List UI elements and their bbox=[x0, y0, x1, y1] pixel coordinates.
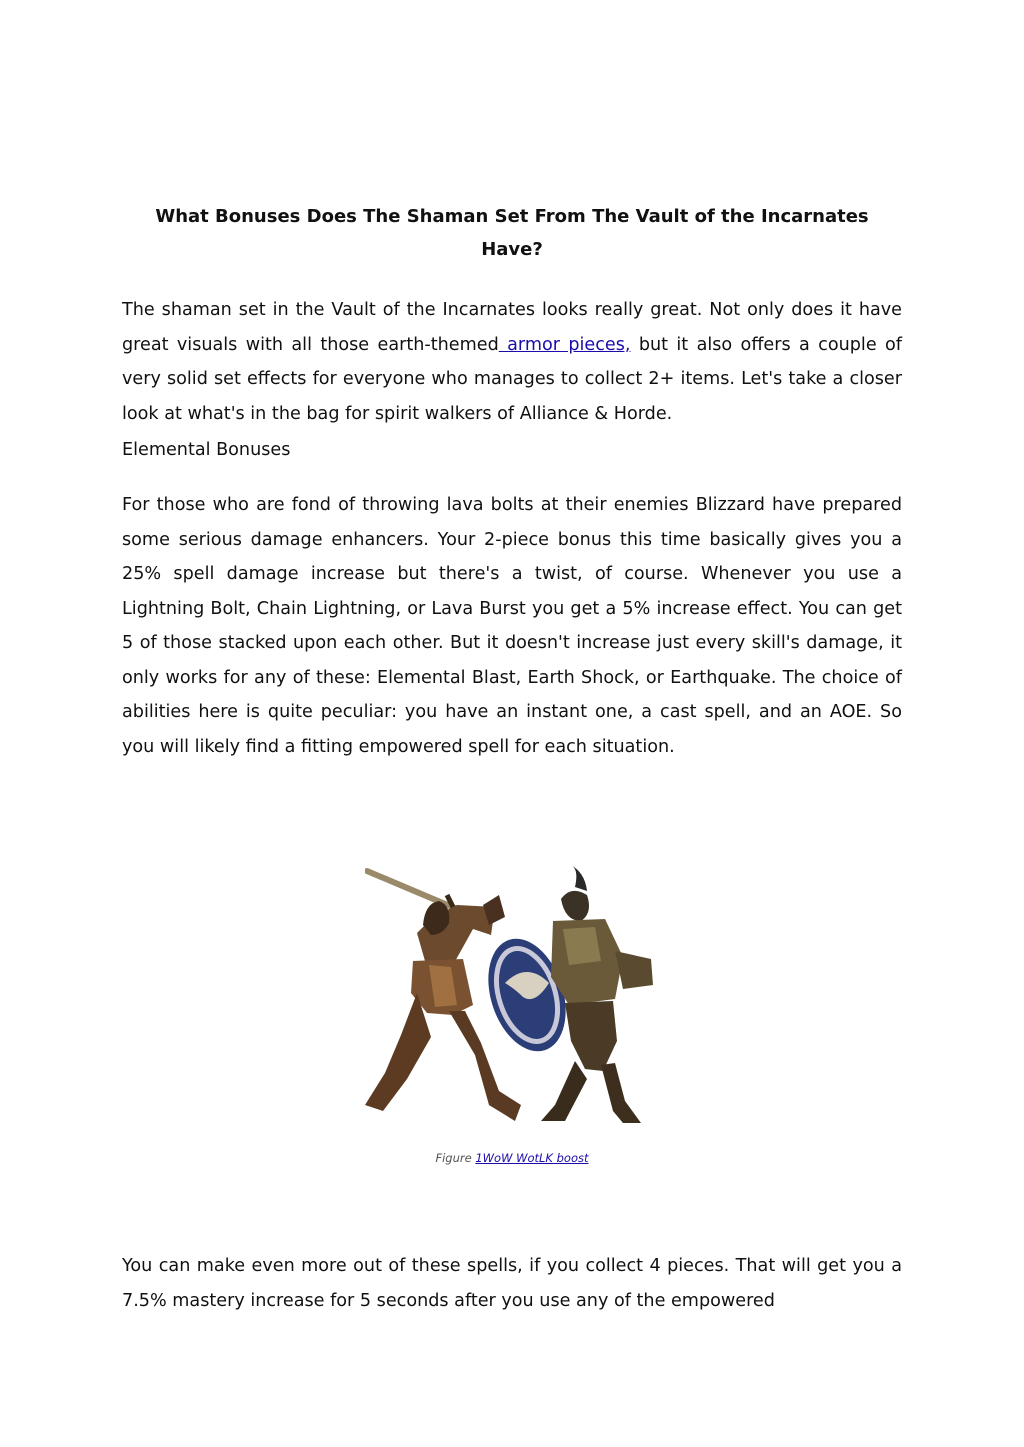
caption-prefix: Figure bbox=[435, 1151, 476, 1165]
armor-pieces-link[interactable]: armor pieces, bbox=[498, 334, 631, 355]
armored-warriors-image bbox=[365, 865, 657, 1123]
caption-link[interactable]: 1WoW WotLK boost bbox=[475, 1151, 589, 1165]
four-piece-paragraph: You can make even more out of these spells, if you collect 4 pieces. That will get you a 7.5% mastery increase for 5 seconds after you use any of the empowered bbox=[122, 1256, 902, 1311]
article-title: What Bonuses Does The Shaman Set From The Vault of the Incarnates Have? bbox=[155, 206, 869, 260]
intro-text-start: The shaman set in the Vault of the Incarnates looks really great. Not only does it have great visuals with all those earth-themed bbox=[122, 300, 902, 355]
warriors-illustration bbox=[365, 865, 657, 1123]
elemental-bonus-paragraph: For those who are fond of throwing lava bolts at their enemies Blizzard have prepared some serious damage enhancers. Your 2-piece bonus this time basically gives you a 25% spell damage increase but there's a twist, of course. Whenever you use a Lightning Bolt, Chain Lightning, or Lava Burst you get a 5% increase effect. You can get 5 of those stacked upon each other. But it doesn't increase just every skill's damage, it only works for any of these: Elemental Blast, Earth Shock, or Earthquake. The choice of abilities here is quite peculiar: you have an instant one, a cast spell, and an AOE. So you will likely find a fitting empowered spell for each situation. bbox=[122, 495, 902, 757]
intro-paragraph bbox=[122, 293, 902, 431]
figure-caption bbox=[0, 1151, 1024, 1165]
intro-text-end: but it also offers a couple of very solid set effects for everyone who manages to collect 2+ items. Let's take a closer look at what's in the bag for spirit walkers of Alliance & Horde. bbox=[122, 334, 902, 424]
section-subheading: Elemental Bonuses bbox=[122, 440, 291, 460]
